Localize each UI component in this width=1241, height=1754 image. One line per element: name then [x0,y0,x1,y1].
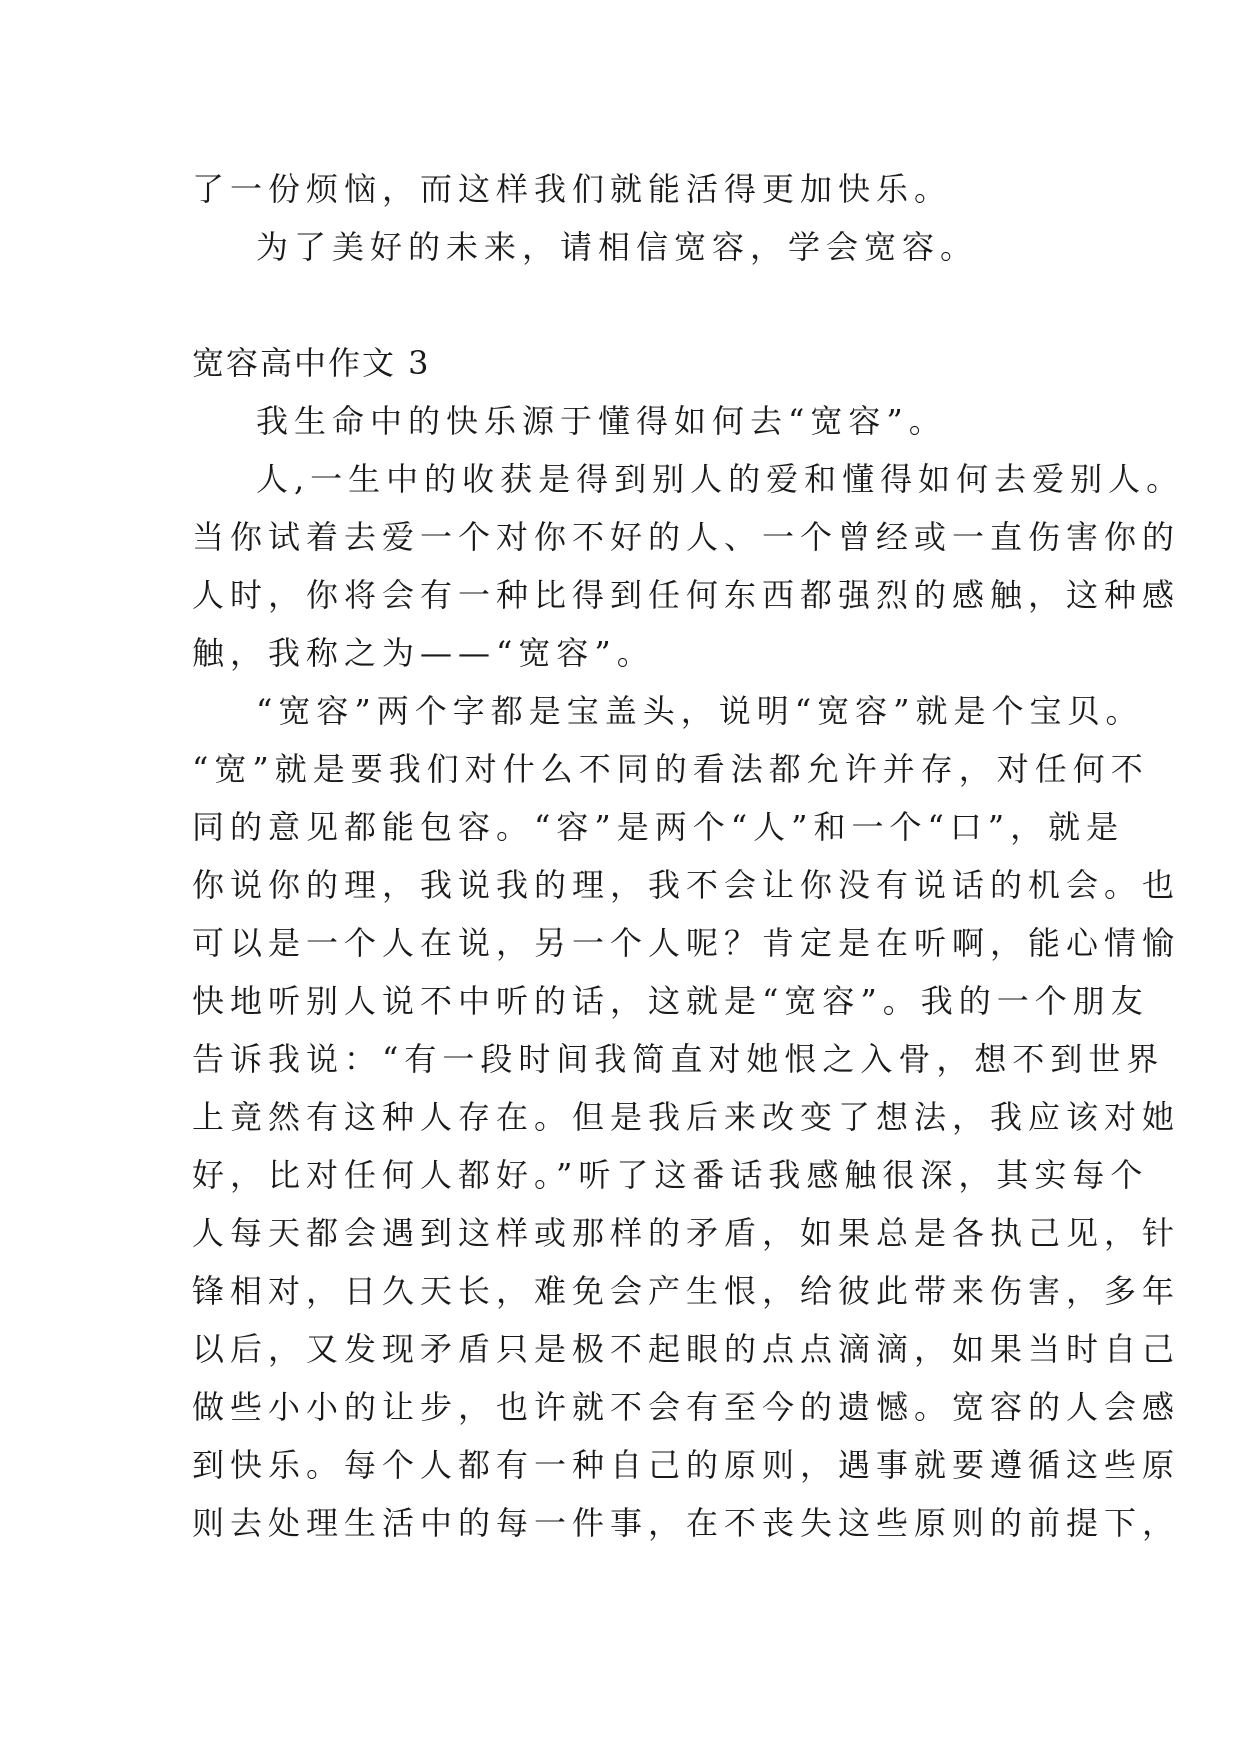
paragraph-line: 人,一生中的收获是得到别人的爱和懂得如何去爱别人。 [256,460,1185,498]
paragraph-line: “宽容”两个字都是宝盖头，说明“宽容”就是个宝贝。 [256,692,1144,730]
paragraph-line: 到快乐。每个人都有一种自己的原则，遇事就要遵循这些原 [192,1446,1181,1484]
paragraph-line: 人每天都会遇到这样或那样的矛盾，如果总是各执己见，针 [192,1214,1181,1252]
paragraph-line: 你说你的理，我说我的理，我不会让你没有说话的机会。也 [192,866,1181,904]
section-heading: 宽容高中作文 3 [192,344,431,382]
paragraph-line: 上竟然有这种人存在。但是我后来改变了想法，我应该对她 [192,1098,1181,1136]
paragraph-line: 为了美好的未来，请相信宽容，学会宽容。 [256,228,979,266]
paragraph-line: 快地听别人说不中听的话，这就是“宽容”。我的一个朋友 [192,982,1149,1020]
paragraph-line: 触，我称之为——“宽容”。 [192,634,655,672]
paragraph-line: 人时，你将会有一种比得到任何东西都强烈的感触，这种感 [192,576,1181,614]
paragraph-line: 以后，又发现矛盾只是极不起眼的点点滴滴，如果当时自己 [192,1330,1181,1368]
paragraph-line: 锋相对，日久天长，难免会产生恨，给彼此带来伤害，多年 [192,1272,1181,1310]
paragraph-line: 则去处理生活中的每一件事，在不丧失这些原则的前提下， [192,1504,1181,1542]
paragraph-line: 可以是一个人在说，另一个人呢？肯定是在听啊，能心情愉 [192,924,1181,962]
paragraph-line: 了一份烦恼，而这样我们就能活得更加快乐。 [192,170,953,208]
paragraph-line: 同的意见都能包容。“容”是两个“人”和一个“口”，就是 [192,808,1125,846]
paragraph-line: 告诉我说：“有一段时间我简直对她恨之入骨，想不到世界 [192,1040,1165,1078]
paragraph-line: 好，比对任何人都好。”听了这番话我感触很深，其实每个 [192,1156,1149,1194]
paragraph-line: “宽”就是要我们对什么不同的看法都允许并存，对任何不 [192,750,1149,788]
paragraph-line: 当你试着去爱一个对你不好的人、一个曾经或一直伤害你的 [192,518,1181,556]
paragraph-line: 做些小小的让步，也许就不会有至今的遗憾。宽容的人会感 [192,1388,1181,1426]
essay-body [192,160,1185,1552]
paragraph-line: 我生命中的快乐源于懂得如何去“宽容”。 [256,402,947,440]
